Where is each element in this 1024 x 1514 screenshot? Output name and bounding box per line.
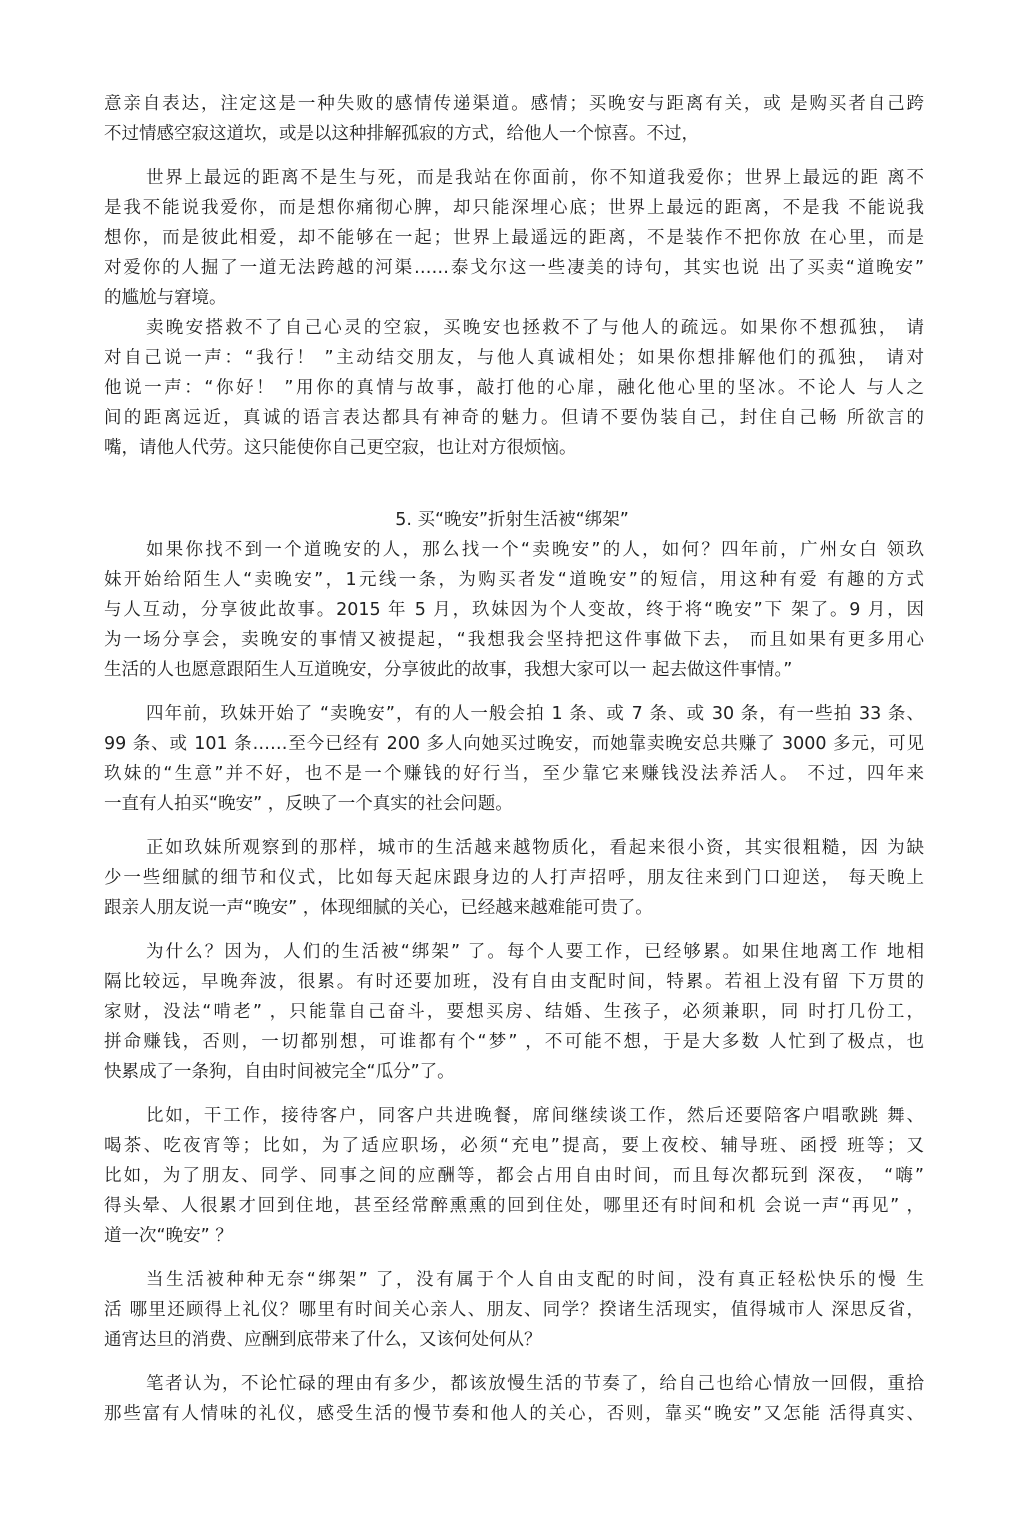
text-line: 他说一声：“你好！ ”用你的真情与故事，敲打他的心扉，融化他心里的坚冰。不论人 与人之 bbox=[104, 378, 924, 398]
text-line: 喝茶、吃夜宵等；比如，为了适应职场，必须“充电”提高，要上夜校、辅导班、函授 班等；又 bbox=[104, 1136, 924, 1156]
text-line: 对自己说一声：“我行！ ”主动结交朋友，与他人真诚相处；如果你想排解他们的孤独， 请对 bbox=[104, 348, 924, 368]
text-line: 四年前，玖妹开始了 “卖晚安”，有的人一般会拍 1 条、或 7 条、或 30 条，有一些拍 33 条、 bbox=[146, 704, 924, 724]
text-line: 为一场分享会，卖晚安的事情又被提起，“我想我会坚持把这件事做下去， 而且如果有更多用心 bbox=[104, 630, 924, 650]
text-line: 间的距离远近，真诚的语言表达都具有神奇的魅力。但请不要伪装自己，封住自己畅 所欲言的 bbox=[104, 408, 924, 428]
text-line: 嘴，请他人代劳。这只能使你自己更空寂，也让对方很烦恼。 bbox=[104, 438, 577, 458]
text-line: 比如，为了朋友、同学、同事之间的应酬等，都会占用自由时间，而且每次都玩到 深夜， “嗨” bbox=[104, 1166, 924, 1186]
text-line: 如果你找不到一个道晚安的人，那么找一个“卖晚安”的人，如何？四年前，广州女白 领玖 bbox=[146, 540, 924, 560]
text-line: 跟亲人朋友说一声“晚安” ，体现细腻的关心，已经越来越难能可贵了。 bbox=[104, 898, 653, 918]
text-line: 活 哪里还顾得上礼仪？哪里有时间关心亲人、朋友、同学？揆诸生活现实，值得城市人 深思反省， bbox=[104, 1300, 924, 1320]
text-line: 生活的人也愿意跟陌生人互道晚安，分享彼此的故事，我想大家可以一 起去做这件事情。” bbox=[104, 660, 793, 680]
text-line: 比如，干工作，接待客户，同客户共进晚餐，席间继续谈工作，然后还要陪客户唱歌跳 舞、 bbox=[146, 1106, 924, 1126]
text-line: 不过情感空寂这道坎，或是以这种排解孤寂的方式，给他人一个惊喜。不过， bbox=[104, 124, 699, 144]
text-line: 的尴尬与窘境。 bbox=[104, 288, 227, 308]
text-line: 是我不能说我爱你，而是想你痛彻心脾，却只能深埋心底；世界上最远的距离，不是我 不能说我 bbox=[104, 198, 924, 218]
text-line: 当生活被种种无奈“绑架” 了，没有属于个人自由支配的时间，没有真正轻松快乐的慢 生 bbox=[146, 1270, 924, 1290]
text-line: 那些富有人情味的礼仪，感受生活的慢节奏和他人的关心，否则，靠买“晚安”又怎能 活得真实、 bbox=[104, 1404, 924, 1424]
text-line: 妹开始给陌生人“卖晚安”，1元线一条，为购买者发“道晚安”的短信，用这种有爱 有趣的方式 bbox=[104, 570, 924, 590]
text-line: 意亲自表达，注定这是一种失败的感情传递渠道。感情；买晚安与距离有关，或 是购买者自己跨 bbox=[104, 94, 924, 114]
text-line: 正如玖妹所观察到的那样，城市的生活越来越物质化，看起来很小资，其实很粗糙，因 为缺 bbox=[146, 838, 924, 858]
text-line: 家财，没法“啃老” ，只能靠自己奋斗，要想买房、结婚、生孩子，必须兼职，同 时打几份工， bbox=[104, 1002, 924, 1022]
section-heading: 5. 买“晚安”折射生活被“绑架” bbox=[395, 510, 629, 530]
text-line: 卖晚安搭救不了自己心灵的空寂，买晚安也拯救不了与他人的疏远。如果你不想孤独， 请 bbox=[146, 318, 924, 338]
text-line: 玖妹的“生意”并不好，也不是一个赚钱的好行当，至少靠它来赚钱没法养活人。 不过，四年来 bbox=[104, 764, 924, 784]
text-line: 通宵达旦的消费、应酬到底带来了什么，又该何处何从？ bbox=[104, 1330, 542, 1350]
text-line: 笔者认为，不论忙碌的理由有多少，都该放慢生活的节奏了，给自己也给心情放一回假，重拾 bbox=[146, 1374, 924, 1394]
text-line: 一直有人拍买“晚安” ，反映了一个真实的社会问题。 bbox=[104, 794, 513, 814]
text-line: 道一次“晚安” ？ bbox=[104, 1226, 233, 1246]
text-line: 想你，而是彼此相爱，却不能够在一起；世界上最遥远的距离，不是装作不把你放 在心里，而是 bbox=[104, 228, 924, 248]
text-line: 快累成了一条狗，自由时间被完全“瓜分”了。 bbox=[104, 1062, 455, 1082]
text-line: 为什么？因为，人们的生活被“绑架” 了。每个人要工作，已经够累。如果住地离工作 地相 bbox=[146, 942, 924, 962]
text-line: 拼命赚钱，否则，一切都别想，可谁都有个“梦” ，不可能不想，于是大多数 人忙到了极点，也 bbox=[104, 1032, 924, 1052]
text-line: 世界上最远的距离不是生与死，而是我站在你面前，你不知道我爱你；世界上最远的距 离不 bbox=[146, 168, 924, 188]
text-line: 隔比较远，早晚奔波，很累。有时还要加班，没有自由支配时间，特累。若祖上没有留 下万贯的 bbox=[104, 972, 924, 992]
text-line: 99 条、或 101 条……至今已经有 200 多人向她买过晚安，而她靠卖晚安总共赚了 3000 多元，可见 bbox=[104, 734, 924, 754]
text-line: 少一些细腻的细节和仪式，比如每天起床跟身边的人打声招呼，朋友往来到门口迎送， 每天晚上 bbox=[104, 868, 924, 888]
text-line: 得头晕、人很累才回到住地，甚至经常醉熏熏的回到住处，哪里还有时间和机 会说一声“再见” ， bbox=[104, 1196, 924, 1216]
text-line: 对爱你的人掘了一道无法跨越的河渠……泰戈尔这一些凄美的诗句，其实也说 出了买卖“道晚安” bbox=[104, 258, 924, 278]
text-line: 与人互动，分享彼此故事。2015 年 5 月，玖妹因为个人变故，终于将“晚安”下 架了。9 月，因 bbox=[104, 600, 924, 620]
